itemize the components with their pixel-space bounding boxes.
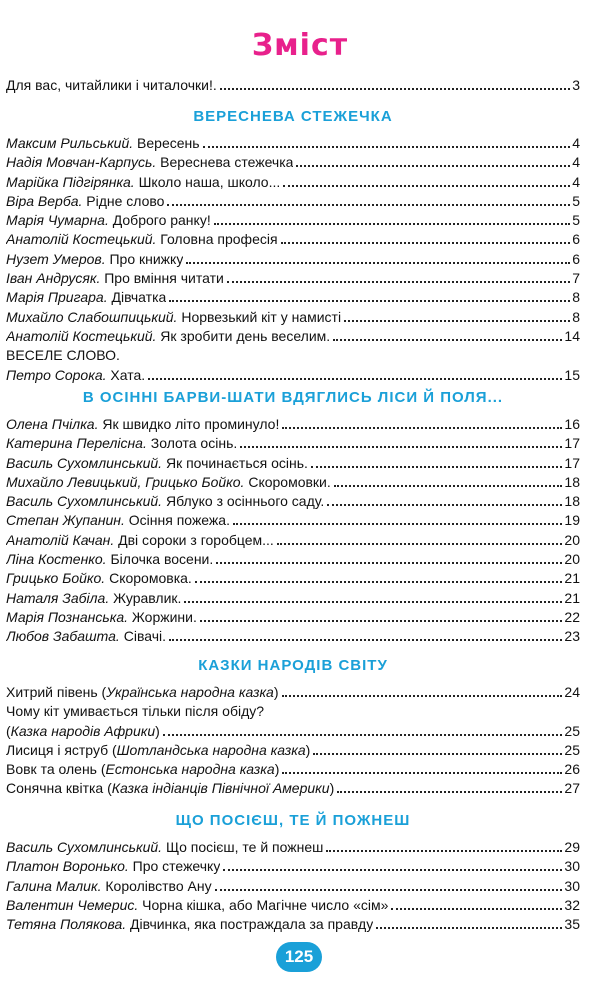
entry-title: Вереснева стежечка [156,154,294,171]
entry-author: Ліна Костенко. [6,551,107,568]
dot-leader [223,869,562,871]
entry-text [6,589,181,608]
section-entries [6,134,580,346]
entry-text [6,454,308,473]
entry-page: 6 [572,250,580,267]
toc-entry[interactable] [6,288,580,307]
entry-page: 16 [564,416,580,432]
entry-page: 21 [564,570,580,587]
entry-author: Марія Пригара. [6,289,108,306]
entry-author: Анатолій Костецький. [6,231,157,248]
entry-page: 17 [564,454,580,471]
entry-title: ( [6,722,11,739]
dot-leader [313,753,562,755]
entry-page: 5 [572,192,580,209]
dot-leader [214,223,570,225]
entry-title: Для вас, читайлики і читалочки!. [6,77,217,93]
entry-page: 29 [564,839,580,855]
entry-closing-paren: ) [155,722,160,739]
section-entries [6,838,580,934]
dot-leader [169,300,570,302]
entry-title: Хитрий півень ( [6,684,107,700]
entry-text [6,550,213,569]
toc-entry[interactable] [6,454,580,473]
entry-title: Рідне слово [82,192,165,209]
entry-page: 21 [564,589,580,606]
subsection-heading: ВЕСЕЛЕ СЛОВО. [6,347,120,364]
entry-text [6,250,183,269]
toc-entry[interactable] [6,434,580,453]
entry-origin: Естонська народна казка [105,761,275,778]
dot-leader [333,339,562,341]
entry-text [6,415,279,434]
entry-page: 5 [572,212,580,229]
entry-title: Головна професія [156,231,278,248]
dot-leader [296,165,570,167]
entry-page: 8 [572,289,580,306]
toc-entry[interactable] [6,473,580,492]
entry-origin: Казка індіанців Північної Америки [111,780,330,797]
entry-text [6,915,373,934]
entry-author: Іван Андрусяк. [6,270,101,287]
toc-entry[interactable] [6,250,580,269]
entry-title: Що посієш, те й пожнеш [162,839,324,855]
dot-leader [376,927,562,929]
entry-text [6,741,310,760]
dot-leader [327,504,562,506]
entry-text [6,473,331,492]
intro-entry [6,76,580,95]
entry-title: Норвезький кіт у намисті [177,308,342,325]
entry-text [6,779,334,798]
entry-page: 25 [564,741,580,758]
entry-text [6,288,166,307]
entry-text [6,192,164,211]
dot-leader [169,639,562,641]
entry-text [6,531,274,550]
entry-text [6,134,200,153]
dot-leader [186,262,570,264]
entry-text [6,153,293,172]
entry-text [6,608,197,627]
entry-title: Як швидко літо проминуло! [98,416,280,432]
dot-leader [282,772,562,774]
toc-entry[interactable] [6,683,580,702]
toc-entry[interactable] [6,134,580,153]
dot-leader [277,543,563,545]
entry-author: Василь Сухомлинський. [6,454,163,471]
entry-text [6,173,280,192]
section-osinni-barvy [6,379,580,647]
entry-author: Василь Сухомлинський. [6,839,163,855]
entry-text [6,511,230,530]
dot-leader [282,427,562,429]
entry-author: Платон Воронько. [6,858,129,875]
toc-entry[interactable] [6,722,580,741]
entry-page: 24 [564,684,580,700]
toc-entry[interactable] [6,511,580,530]
entry-author: Тетяна Полякова. [6,916,127,933]
entry-title: Білочка восени. [106,551,214,568]
toc-entry[interactable] [6,153,580,172]
entry-title: Лисиця і яструб ( [6,741,117,758]
dot-leader [326,850,562,852]
entry-author: Наталя Забіла. [6,589,110,606]
entry-title: Дві сороки з горобцем... [114,531,274,548]
entry-page: 32 [564,896,580,913]
entry-author: Надія Мовчан-Карпусь. [6,154,157,171]
entry-page: 17 [564,435,580,452]
section-scho-posiesh [6,802,580,934]
entry-text [6,683,279,702]
entry-title: Дівчинка, яка постраждала за правду [126,916,374,933]
entry-text [6,269,224,288]
dot-leader [233,523,562,525]
entry-page: 23 [564,628,580,645]
entry-author: Анатолій Костецький. [6,327,157,344]
section-kazky [6,647,580,799]
entry-title: Вересень [133,135,200,151]
toc-entry-line: Чому кіт умивається тільки після обіду? [6,703,265,720]
entry-author: Катерина Перелісна. [6,435,147,452]
entry-text [6,627,166,646]
entry-text [6,492,324,511]
section-heading: ВЕРЕСНЕВА СТЕЖЕЧКА [193,108,393,125]
entry-text [6,722,160,741]
entry-page: 15 [564,366,580,383]
dot-leader [227,281,570,283]
entry-title: Осіння пожежа. [124,512,230,529]
entry-page: 8 [572,308,580,325]
entry-closing-paren: ) [274,761,280,778]
toc-entry[interactable] [6,857,580,876]
entry-title: Як зробити день веселим. [156,327,331,344]
toc-entry[interactable] [6,192,580,211]
section-veresneva [6,98,580,385]
entry-text [6,230,278,249]
entry-origin: Казка народів Африки [10,722,156,739]
dot-leader [344,320,570,322]
toc-entry[interactable] [6,896,580,915]
dot-leader [203,146,571,148]
toc-entry[interactable] [6,531,580,550]
entry-page: 4 [572,173,580,190]
entry-page: 20 [564,551,580,568]
entry-origin: Шотландська народна казка [116,741,306,758]
entry-page: 27 [564,780,580,797]
toc-entry[interactable] [6,915,580,934]
entry-page: 4 [572,154,580,171]
entry-author: Грицько Бойко. [6,570,106,587]
entry-page: 25 [564,722,580,739]
entry-title: Про вміння читати [100,270,224,287]
entry-closing-paren: ) [305,741,311,758]
entry-closing-paren: ) [329,780,335,797]
entry-title: Чорна кішка, або Магічне число «сім» [138,896,389,913]
toc-entry[interactable] [6,415,580,434]
toc-entry[interactable] [6,173,580,192]
entry-text [6,857,220,876]
toc-entry[interactable] [6,589,580,608]
entry-text [6,327,330,346]
entry-page: 4 [572,135,580,151]
entry-title: Про стежечку [128,858,221,875]
entry-author: Любов Забашта. [6,628,120,645]
entry-text [6,838,323,857]
page-title: Зміст [251,28,349,63]
toc-entry[interactable] [6,838,580,857]
entry-page: 30 [564,858,580,875]
section-entries [6,683,580,799]
entry-author: Анатолій Качан. [6,531,115,548]
dot-leader [334,485,563,487]
entry-title: Як починається осінь. [162,454,308,471]
entry-title: Журавлик. [109,589,182,606]
toc-entry[interactable] [6,760,580,779]
toc-entry[interactable] [6,550,580,569]
entry-page: 30 [564,877,580,894]
entry-page: 7 [572,270,580,287]
entry-page: 22 [564,608,580,625]
entry-text [6,760,279,779]
entry-author: Марійка Підгірянка. [6,173,135,190]
entry-page: 35 [564,916,580,933]
entry-text [6,569,192,588]
toc-entry[interactable] [6,608,580,627]
entry-title: Золота осінь. [146,435,238,452]
entry-author: Олена Пчілка. [6,416,99,432]
entry-author: Марія Чумарна. [6,212,109,229]
entry-title: Школо наша, школо... [134,173,281,190]
toc-entry[interactable] [6,779,580,798]
toc-entry[interactable] [6,569,580,588]
section-heading: В ОСІННІ БАРВИ-ШАТИ ВДЯГЛИСЬ ЛІСИ Й ПОЛЯ... [82,389,504,406]
dot-leader [282,695,563,697]
toc-entry[interactable] [6,230,580,249]
entry-title: Скоромовки. [244,473,331,490]
toc-entry[interactable] [6,269,580,288]
entry-title: Про книжку [105,250,184,267]
entry-title: Сонячна квітка ( [6,780,112,797]
dot-leader [220,88,570,90]
entry-author: Степан Жупанин. [6,512,125,529]
entry-title: Вовк та олень ( [6,761,106,778]
dot-leader [195,581,563,583]
entry-author: Нузет Умеров. [6,250,106,267]
entry-page: 3 [572,77,580,93]
entry-origin: Українська народна казка [106,684,274,700]
entry-page: 6 [572,231,580,248]
dot-leader [240,446,562,448]
entry-author: Василь Сухомлинський. [6,493,163,510]
entry-page: 20 [564,531,580,548]
entry-author: Валентин Чемерис. [6,896,139,913]
section-entries [6,415,580,647]
entry-author: Максим Рильський. [6,135,134,151]
entry-text [6,896,388,915]
entry-author: Петро Сорока. [6,366,107,383]
entry-author: Марія Познанська. [6,608,128,625]
toc-entry[interactable] [6,308,580,327]
toc-entry[interactable] [6,877,580,896]
entry-author: Михайло Левицький, Грицько Бойко. [6,473,245,490]
entry-title: Жоржини. [128,608,197,625]
dot-leader [391,908,562,910]
toc-entry[interactable] [6,741,580,760]
toc-entry[interactable] [6,211,580,230]
dot-leader [163,734,563,736]
dot-leader [337,791,562,793]
entry-text [6,211,211,230]
entry-text [6,308,341,327]
section-heading: КАЗКИ НАРОДІВ СВІТУ [198,657,388,674]
dot-leader [216,562,562,564]
dot-leader [167,204,570,206]
entry-author: Галина Малик. [6,877,102,894]
entry-page: 19 [564,512,580,529]
entry-title: Дівчатка [107,289,167,306]
entry-title: Скоромовка. [105,570,192,587]
entry-closing-paren: ) [273,684,279,700]
entry-text [6,877,212,896]
entry-text [6,434,237,453]
entry-author: Віра Верба. [6,192,83,209]
dot-leader [281,242,571,244]
entry-author: Михайло Слабошпицький. [6,308,178,325]
section-heading: ЩО ПОСІЄШ, ТЕ Й ПОЖНЕШ [175,812,411,829]
entry-page: 26 [564,761,580,778]
entry-title: Доброго ранку! [108,212,211,229]
toc-entry[interactable] [6,492,580,511]
dot-leader [200,620,563,622]
entry-title: Сівачі. [119,628,166,645]
dot-leader [283,185,570,187]
toc-entry[interactable] [6,327,580,346]
toc-entry[interactable] [6,627,580,646]
dot-leader [184,601,562,603]
entry-page: 14 [564,327,580,344]
dot-leader [311,466,563,468]
entry-page: 18 [564,493,580,510]
entry-page: 18 [564,473,580,490]
toc-entry[interactable] [6,76,580,95]
entry-title: Хата. [106,366,146,383]
entry-title: Королівство Ану [101,877,212,894]
page-number-badge: 125 [276,942,322,972]
dot-leader [215,889,563,891]
entry-title: Яблуко з осіннього саду. [162,493,325,510]
